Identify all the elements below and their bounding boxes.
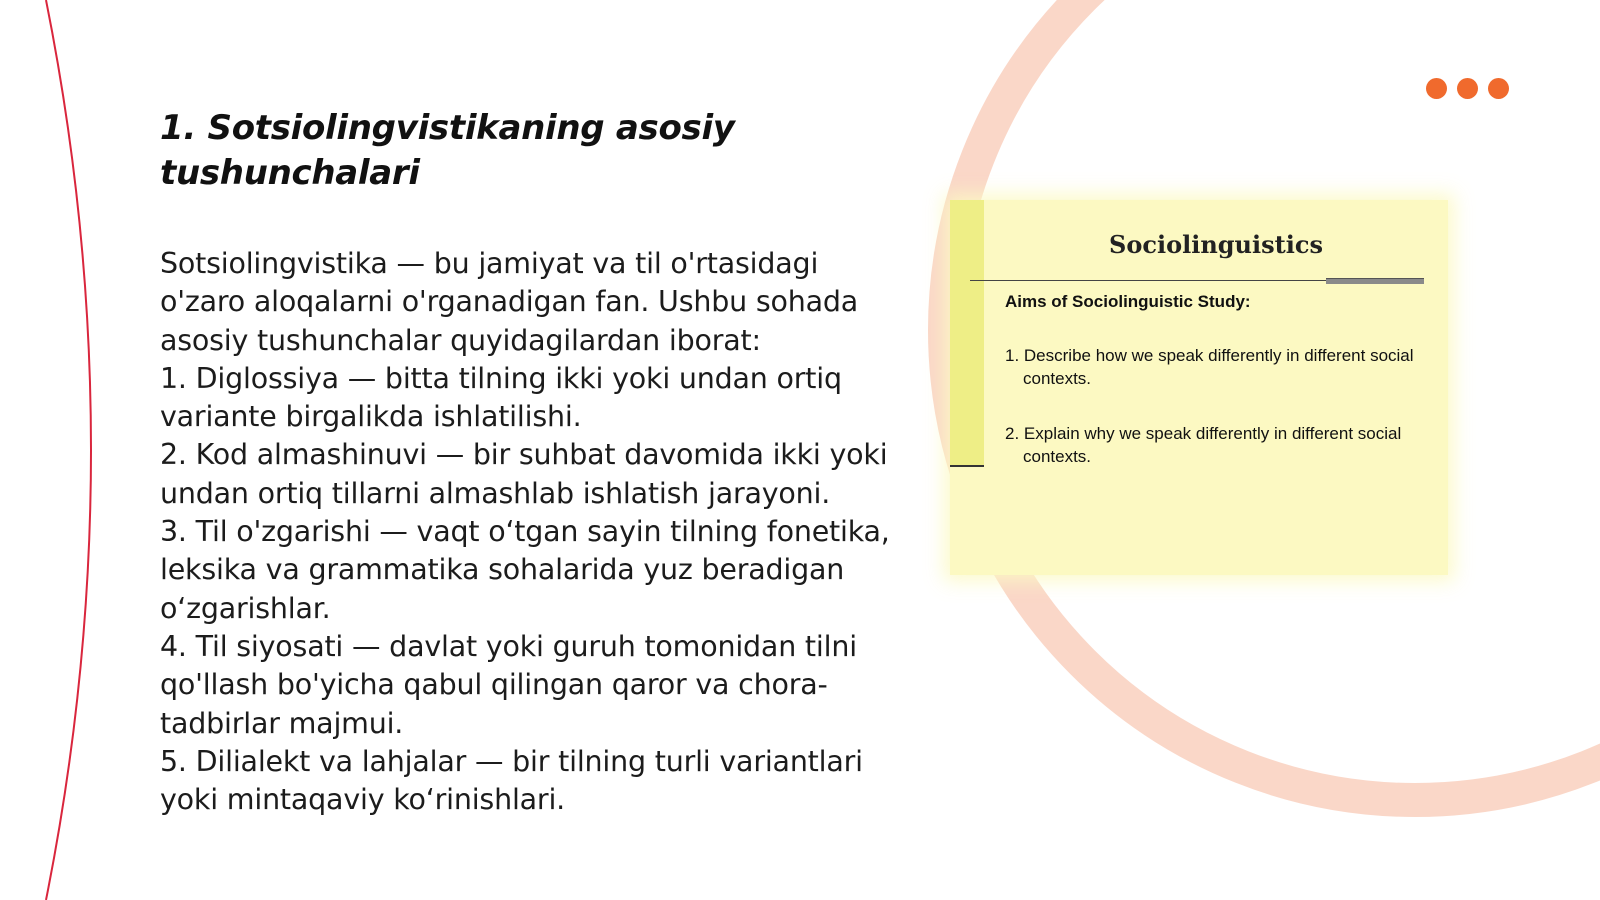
slide-body <box>160 245 900 819</box>
card-divider-accent <box>1326 278 1424 284</box>
body-list-item: 5. Dilialekt va lahjalar — bir tilning turli variantlari yoki mintaqaviy ko‘rinishlari. <box>160 744 863 817</box>
card-list-item: 2. Explain why we speak differently in different social contexts. <box>1005 424 1402 466</box>
card-list-item: 1. Describe how we speak differently in different social contexts. <box>1005 346 1414 388</box>
three-dots-icon <box>1426 78 1509 99</box>
dot-icon <box>1426 78 1447 99</box>
card-heading: Aims of Sociolinguistic Study: <box>1005 292 1251 311</box>
body-list-item: 2. Kod almashinuvi — bir suhbat davomida ikki yoki undan ortiq tillarni almashlab ishlatish jarayoni. <box>160 438 888 510</box>
sociolinguistics-card <box>950 200 1448 575</box>
left-curve-line <box>46 0 91 900</box>
dot-icon <box>1457 78 1478 99</box>
dot-icon <box>1488 78 1509 99</box>
card-stripe-divider <box>950 465 984 467</box>
body-paragraph: Sotsiolingvistika — bu jamiyat va til o'rtasidagi o'zaro aloqalarni o'rganadigan fan. Ushbu sohada asosiy tushunchalar quyidagilardan iborat: <box>160 247 858 357</box>
body-list-item: 1. Diglossiya — bitta tilning ikki yoki undan ortiq variante birgalikda ishlatilishi. <box>160 361 842 434</box>
card-stripe <box>950 200 984 465</box>
body-list-item: 4. Til siyosati — davlat yoki guruh tomonidan tilni qo'llash bo'yicha qabul qilingan qaror va chora-tadbirlar majmui. <box>160 629 857 740</box>
body-list-item: 3. Til o'zgarishi — vaqt o‘tgan sayin tilning fonetika, leksika va grammatika sohalarida yuz beradigan o‘zgarishlar. <box>160 515 890 625</box>
card-title: Sociolinguistics <box>1109 230 1323 259</box>
slide-title: 1. Sotsiolingvistikaning asosiy tushunchalari <box>160 108 735 193</box>
